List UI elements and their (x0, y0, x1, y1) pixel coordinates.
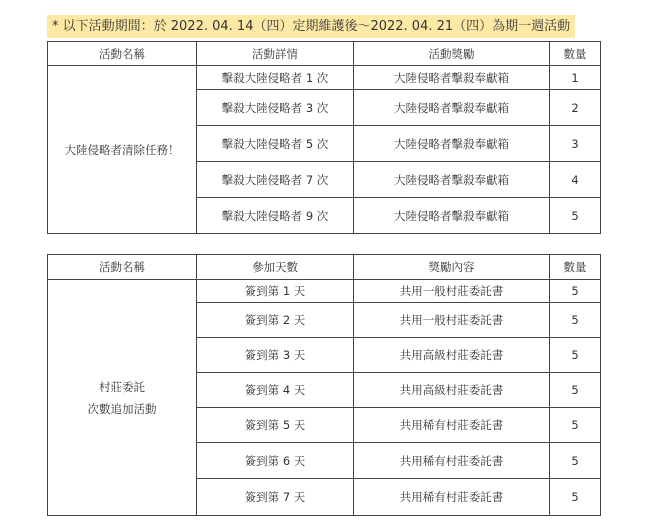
day-cell: 簽到第 3 天 (197, 338, 354, 373)
reward-cell: 共用一般村莊委託書 (354, 303, 550, 338)
kill-mission-table (47, 41, 601, 234)
reward-cell: 共用高級村莊委託書 (354, 373, 550, 408)
day-cell: 簽到第 6 天 (197, 443, 354, 479)
reward-cell: 共用稀有村莊委託書 (354, 408, 550, 443)
quantity-cell: 5 (550, 408, 601, 443)
detail-cell: 擊殺大陸侵略者 5 次 (197, 126, 354, 162)
activity-name-cell (48, 280, 197, 516)
quantity-cell: 5 (550, 373, 601, 408)
header-quantity: 數量 (550, 42, 601, 66)
day-cell: 簽到第 2 天 (197, 303, 354, 338)
reward-cell: 大陸侵略者擊殺奉獻箱 (354, 66, 550, 90)
header-activity-detail: 活動詳情 (197, 42, 354, 66)
detail-cell: 擊殺大陸侵略者 1 次 (197, 66, 354, 90)
quantity-cell: 5 (550, 338, 601, 373)
table-row (48, 66, 601, 90)
reward-cell: 共用稀有村莊委託書 (354, 443, 550, 479)
quantity-cell: 5 (550, 443, 601, 479)
quantity-cell: 5 (550, 479, 601, 516)
header-quantity: 數量 (550, 255, 601, 280)
activity-name-cell: 大陸侵略者清除任務！ (48, 66, 197, 234)
header-activity-name: 活動名稱 (48, 42, 197, 66)
quantity-cell: 5 (550, 303, 601, 338)
detail-cell: 擊殺大陸侵略者 7 次 (197, 162, 354, 198)
day-cell: 簽到第 4 天 (197, 373, 354, 408)
quantity-cell: 4 (550, 162, 601, 198)
day-cell: 簽到第 7 天 (197, 479, 354, 516)
header-participation-days: 參加天數 (197, 255, 354, 280)
quantity-cell: 1 (550, 66, 601, 90)
table-row (48, 280, 601, 303)
reward-cell: 共用高級村莊委託書 (354, 338, 550, 373)
reward-cell: 共用一般村莊委託書 (354, 280, 550, 303)
reward-cell: 大陸侵略者擊殺奉獻箱 (354, 126, 550, 162)
village-request-table (47, 254, 601, 516)
day-cell: 簽到第 5 天 (197, 408, 354, 443)
quantity-cell: 3 (550, 126, 601, 162)
detail-cell: 擊殺大陸侵略者 9 次 (197, 198, 354, 234)
table-header-row (48, 42, 601, 66)
activity-name-line1: 村莊委託 (99, 379, 145, 394)
quantity-cell: 5 (550, 198, 601, 234)
header-reward-content: 獎勵內容 (354, 255, 550, 280)
reward-cell: 共用稀有村莊委託書 (354, 479, 550, 516)
reward-cell: 大陸侵略者擊殺奉獻箱 (354, 90, 550, 126)
event-period-notice: * 以下活動期間：於 2022. 04. 14（四）定期維護後～2022. 04. 21（四）為期一週活動 (47, 15, 575, 38)
day-cell: 簽到第 1 天 (197, 280, 354, 303)
reward-cell: 大陸侵略者擊殺奉獻箱 (354, 198, 550, 234)
reward-cell: 大陸侵略者擊殺奉獻箱 (354, 162, 550, 198)
quantity-cell: 2 (550, 90, 601, 126)
detail-cell: 擊殺大陸侵略者 3 次 (197, 90, 354, 126)
activity-name-line2: 次數追加活動 (87, 401, 157, 416)
table-header-row (48, 255, 601, 280)
header-activity-reward: 活動獎勵 (354, 42, 550, 66)
header-activity-name: 活動名稱 (48, 255, 197, 280)
quantity-cell: 5 (550, 280, 601, 303)
